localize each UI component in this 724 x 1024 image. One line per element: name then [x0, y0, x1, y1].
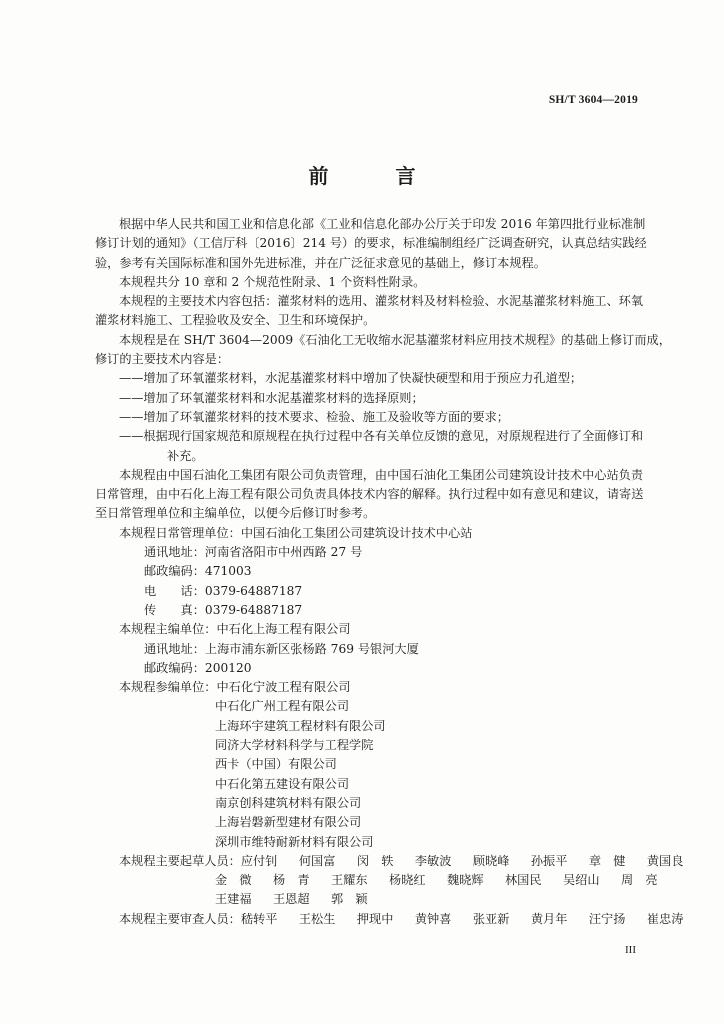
- daily-fax: 传 真：0379-64887187: [144, 602, 303, 617]
- reviewers: [95, 910, 684, 929]
- revision-item: ——增加了环氧灌浆材料和水泥基灌浆材料的选择原则；: [119, 390, 424, 405]
- daily-management-unit: 本规程日常管理单位：中国石油化工集团公司建筑设计技术中心站: [119, 525, 473, 540]
- revision-item-continuation: 补充。: [167, 448, 204, 463]
- intro-line: 根据中华人民共和国工业和信息化部《工业和信息化部办公厅关于印发 2016 年第四批行业标准制: [119, 217, 646, 231]
- revision-line: 修订的主要技术内容是：: [95, 352, 230, 367]
- drafter-name: 顾晓峰: [472, 853, 510, 868]
- drafter-name: 金 微: [215, 873, 252, 888]
- drafter-name: 杨晓红: [389, 873, 426, 888]
- participating-unit: 中石化第五建设有限公司: [215, 776, 350, 791]
- drafter-name: 林国民: [505, 873, 542, 888]
- drafters-row: [95, 871, 658, 890]
- management-paragraph: [95, 466, 643, 524]
- participating-unit: 西卡（中国）有限公司: [215, 757, 337, 772]
- drafter-name: 黄国良: [646, 853, 684, 868]
- reviewers-label: 本规程主要审查人员：: [119, 911, 241, 926]
- drafter-name: 孙振平: [530, 853, 568, 868]
- reviewer-name: 张亚新: [472, 911, 510, 926]
- reviewer-name: 王松生: [298, 911, 336, 926]
- foreword-body: [95, 215, 684, 929]
- drafter-name: 郭 颖: [331, 892, 368, 907]
- revision-item: ——根据现行国家规范和原规程在执行过程中各有关单位反馈的意见，对原规程进行了全面修订和: [119, 429, 644, 444]
- daily-postcode: 邮政编码：471003: [144, 564, 252, 579]
- reviewer-name: 押现中: [356, 911, 394, 926]
- daily-address: 通讯地址：河南省洛阳市中州西路 27 号: [144, 545, 363, 560]
- drafter-name: 杨 青: [273, 873, 310, 888]
- main-content-line: 本规程的主要技术内容包括：灌浆材料的选用、灌浆材料及材料检验、水泥基灌浆材料施工、环氧: [119, 294, 644, 309]
- management-line: 日常管理，由中石化上海工程有限公司负责具体技术内容的解释。执行过程中如有意见和建议，请寄送: [95, 487, 644, 502]
- main-content-line: 灌浆材料施工、工程验收及安全、卫生和环境保护。: [95, 313, 376, 328]
- daily-phone: 电 话：0379-64887187: [144, 583, 303, 598]
- reviewer-name: 黄钟喜: [414, 911, 452, 926]
- drafter-name: 王建福: [215, 892, 252, 907]
- drafter-name: 章 健: [588, 853, 626, 868]
- participating-unit: 中石化广州工程有限公司: [215, 699, 350, 714]
- intro-line: 修订计划的通知》（工信厅科〔2016〕214 号）的要求，标准编制组经广泛调查研究，认真总结实践经: [95, 236, 647, 251]
- intro-paragraph: [95, 215, 647, 273]
- revision-item: ——增加了环氧灌浆材料的技术要求、检验、施工及验收等方面的要求；: [119, 409, 509, 424]
- participating-unit: 中石化宁波工程有限公司: [216, 680, 351, 695]
- participating-units: [95, 678, 643, 697]
- drafter-name: 应付钊: [240, 853, 278, 868]
- management-line: 至日常管理单位和主编单位，以便今后修订时参考。: [95, 506, 376, 521]
- drafter-name: 吴绍山: [563, 873, 600, 888]
- reviewer-name: 黄月年: [530, 911, 568, 926]
- drafters-row: [95, 890, 643, 909]
- reviewer-name: 汪宁扬: [588, 911, 626, 926]
- page-title: 前 言: [308, 164, 446, 188]
- chief-postcode: 邮政编码：200120: [144, 660, 252, 675]
- drafter-name: 王耀东: [331, 873, 368, 888]
- drafters-label: 本规程主要起草人员：: [119, 853, 241, 868]
- reviewer-name: 嵇转平: [240, 911, 278, 926]
- intro-line: 验，参考有关国际标准和国外先进标准，并在广泛征求意见的基础上，修订本规程。: [95, 255, 546, 270]
- page-number: III: [625, 944, 636, 956]
- reviewer-name: 崔忠涛: [646, 911, 684, 926]
- drafter-name: 何国富: [298, 853, 336, 868]
- participating-unit: 深圳市维特耐新材料有限公司: [215, 834, 374, 849]
- participating-unit: 南京创科建筑材料有限公司: [215, 795, 362, 810]
- participating-label: 本规程参编单位：: [119, 680, 217, 695]
- revision-paragraph: [95, 331, 671, 370]
- drafter-name: 李敏波: [414, 853, 452, 868]
- revision-list: [95, 369, 643, 465]
- drafters: [95, 852, 684, 871]
- chief-address: 通讯地址：上海市浦东新区张杨路 769 号银河大厦: [144, 641, 419, 656]
- drafter-name: 周 亮: [621, 873, 658, 888]
- standard-code: SH/T 3604—2019: [548, 94, 638, 106]
- main-content-paragraph: [95, 292, 643, 331]
- drafter-name: 魏晓辉: [447, 873, 484, 888]
- management-line: 本规程由中国石油化工集团有限公司负责管理，由中国石油化工集团公司建筑设计技术中心站负责: [119, 467, 644, 482]
- participating-unit: 上海环宇建筑工程材料有限公司: [215, 718, 386, 733]
- participating-unit: 同济大学材料科学与工程学院: [215, 738, 374, 753]
- revision-line: 本规程是在 SH/T 3604—2009《石油化工无收缩水泥基灌浆材料应用技术规程》的基础上修订而成，: [119, 332, 671, 347]
- revision-item: ——增加了环氧灌浆材料，水泥基灌浆材料中增加了快凝快硬型和用于预应力孔道型；: [119, 371, 583, 386]
- structure-paragraph: 本规程共分 10 章和 2 个规范性附录、1 个资料性附录。: [119, 274, 426, 289]
- participating-unit: 上海岩磐新型建材有限公司: [215, 815, 362, 830]
- chief-editor-unit: 本规程主编单位：中石化上海工程有限公司: [119, 622, 351, 637]
- drafter-name: 闵 轶: [356, 853, 394, 868]
- drafter-name: 王恩超: [273, 892, 310, 907]
